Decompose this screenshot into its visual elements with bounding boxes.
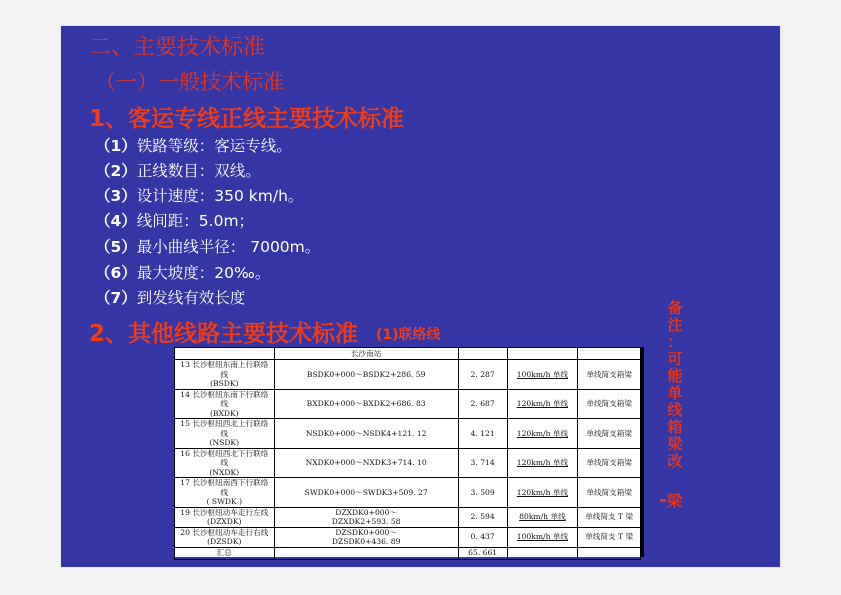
table-row: 17 长沙枢纽南西下行联络线 ( SWDK ) SWDK0+000～SWDK3+509. 27 3. 509 120km/h 单线 单线简支箱梁 xyxy=(175,478,641,508)
table-row: 13 长沙枢纽东南上行联络线 (BSDK) BSDK0+000～BSDK2+286. 59 2. 287 100km/h 单线 单线简支箱梁 xyxy=(175,360,641,390)
side-note: 备 注 ： 可 能 单 线 箱 梁 改 xyxy=(667,299,683,470)
heading-mainline-standards: 1、客运专线正线主要技术标准 xyxy=(89,106,405,132)
table-total-row xyxy=(175,547,641,559)
list-item: （7）到发线有效长度 xyxy=(95,289,246,307)
list-item: （5）最小曲线半径： 7000m。 xyxy=(95,238,321,256)
total-value: 65. 661 xyxy=(458,547,507,559)
table-row: 14 长沙枢纽东南下行联络线 (BXDK) BXDK0+000～BXDK2+686. 83 2. 687 120km/h 单线 单线简支箱梁 xyxy=(175,389,641,419)
section-title: 二、主要技术标准 xyxy=(89,35,266,60)
table-header-row xyxy=(175,348,641,360)
table-row: 15 长沙枢纽西北上行联络线 (NSDK) NSDK0+000～NSDK4+121. 12 4. 121 120km/h 单线 单线简支箱梁 xyxy=(175,419,641,449)
side-note-end: 梁 xyxy=(660,490,682,511)
table-header-station: 长沙南站 xyxy=(274,348,458,360)
heading-sub-link-lines: (1)联络线 xyxy=(376,327,441,343)
list-item: （1）铁路等级：客运专线。 xyxy=(95,137,292,155)
table-row: 19 长沙枢纽动车走行左线 (DZXDK) DZXDK0+000～ DZXDK2+593. 58 2. 594 80km/h 单线 单线简支 T 梁 xyxy=(175,507,641,527)
list-item: （3）设计速度：350 km/h。 xyxy=(95,187,304,205)
link-lines-table xyxy=(174,347,644,557)
slide xyxy=(61,26,780,567)
dash-icon xyxy=(660,499,666,502)
list-item: （6）最大坡度：20‰。 xyxy=(95,264,271,282)
list-item: （2）正线数目：双线。 xyxy=(95,162,261,180)
subsection-title: （一）一般技术标准 xyxy=(95,70,284,94)
table-row: 20 长沙枢纽动车走行右线 (DZSDK) DZSDK0+000～ DZSDK0+436. 89 0. 437 100km/h 单线 单线简支 T 梁 xyxy=(175,527,641,547)
list-item: （4）线间距：5.0m； xyxy=(95,212,255,230)
table-row: 16 长沙枢纽西北下行联络线 (NXDK) NXDK0+000～NXDK3+714. 10 3. 714 120km/h 单线 单线简支箱梁 xyxy=(175,448,641,478)
heading-other-lines: 2、其他线路主要技术标准 (1)联络线 xyxy=(89,321,441,347)
total-label: 汇总 xyxy=(175,547,275,559)
